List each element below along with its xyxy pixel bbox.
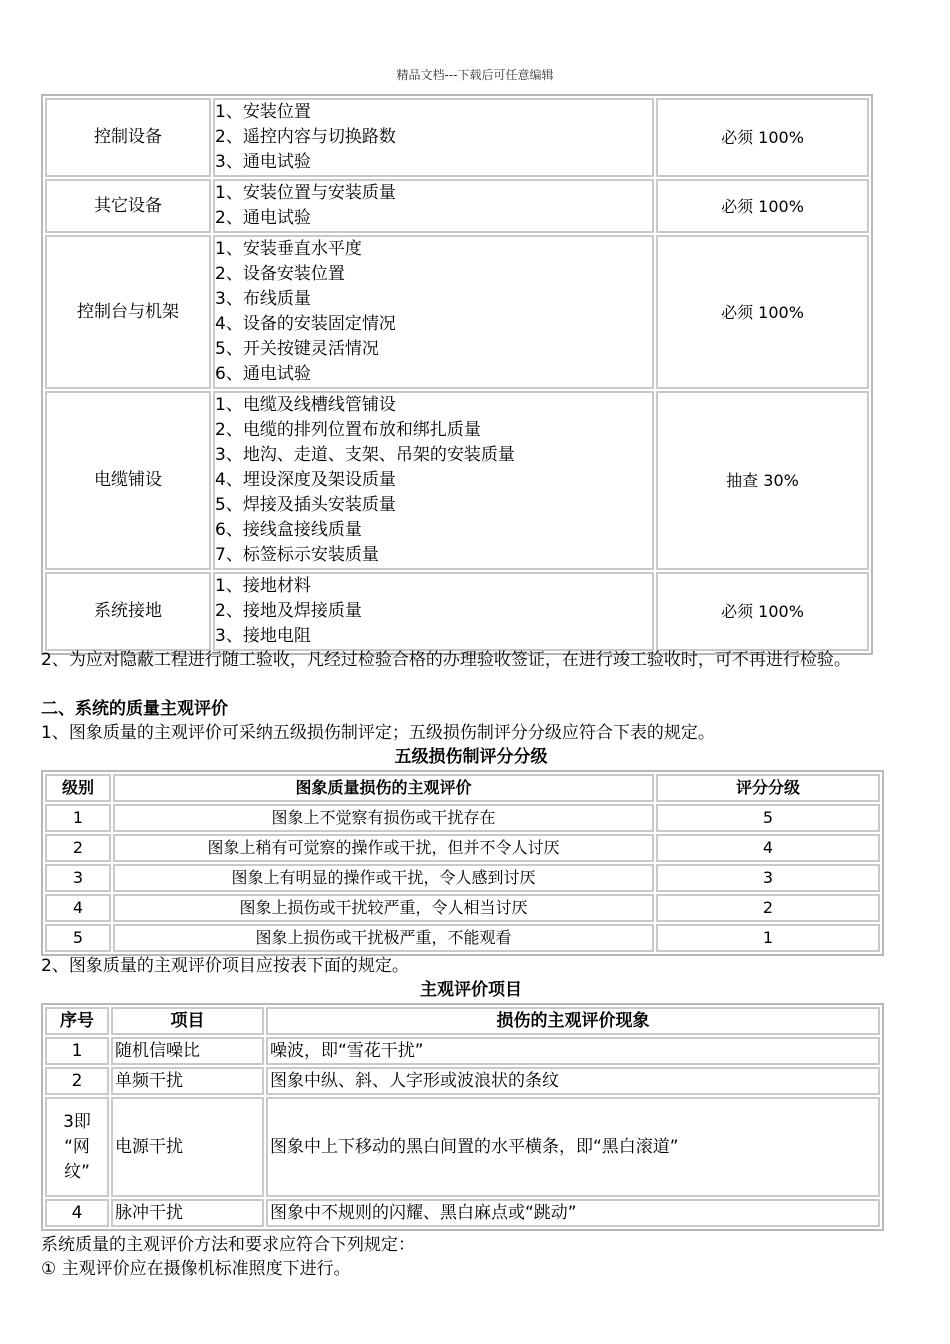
check-item: 6、通电试验: [215, 364, 311, 384]
device-name: 其它设备: [45, 179, 211, 233]
table-header-row: [45, 1007, 880, 1035]
phenomenon-cell: 图象中纵、斜、人字形或波浪状的条纹: [266, 1067, 880, 1095]
check-items: [213, 98, 654, 177]
check-items: [213, 572, 654, 651]
evaluation-cell: 图象上不觉察有损伤或干扰存在: [113, 804, 654, 832]
evaluation-cell: 图象上稍有可觉察的操作或干扰，但并不令人讨厌: [113, 834, 654, 862]
paragraph-five-grade: 1、图象质量的主观评价可采纳五级损伤制评定；五级损伤制评分分级应符合下表的规定。: [41, 723, 715, 743]
number-cell: 4: [45, 1199, 109, 1227]
table-row: [45, 924, 880, 952]
score-cell: 1: [656, 924, 880, 952]
device-name: 控制台与机架: [45, 235, 211, 389]
table-row: [45, 1067, 880, 1095]
check-item: 2、通电试验: [215, 208, 311, 228]
column-header: 评分分级: [656, 774, 880, 802]
section-title: 二、系统的质量主观评价: [41, 699, 228, 719]
level-cell: 1: [45, 804, 111, 832]
column-header: 项目: [111, 1007, 264, 1035]
table-row: [45, 894, 880, 922]
number-cell: 2: [45, 1067, 109, 1095]
check-item: 3、通电试验: [215, 152, 311, 172]
check-item: 2、接地及焊接质量: [215, 601, 362, 621]
table-row: [45, 235, 869, 389]
check-item: 5、焊接及插头安装质量: [215, 495, 396, 515]
table-row: [45, 864, 880, 892]
grading-table: [41, 770, 884, 956]
inspection-requirement: 必须 100%: [656, 572, 869, 651]
check-item: 3、布线质量: [215, 289, 311, 309]
check-items: [213, 235, 654, 389]
table-caption: 五级损伤制评分分级: [394, 747, 548, 767]
inspection-requirement: 必须 100%: [656, 98, 869, 177]
item-cell: 单频干扰: [111, 1067, 264, 1095]
check-item: 1、安装位置: [215, 102, 311, 122]
phenomenon-cell: 噪波，即“雪花干扰”: [266, 1037, 880, 1065]
evaluation-cell: 图象上有明显的操作或干扰，令人感到讨厌: [113, 864, 654, 892]
table-row: [45, 1199, 880, 1227]
check-item: 4、埋设深度及架设质量: [215, 470, 396, 490]
paragraph-rule-1: ① 主观评价应在摄像机标准照度下进行。: [41, 1259, 351, 1279]
evaluation-cell: 图象上损伤或干扰极严重，不能观看: [113, 924, 654, 952]
paragraph-method: 系统质量的主观评价方法和要求应符合下列规定：: [41, 1235, 415, 1255]
check-items: [213, 391, 654, 570]
table-caption: 主观评价项目: [420, 980, 522, 1000]
check-item: 3、地沟、走道、支架、吊架的安装质量: [215, 445, 515, 465]
inspection-requirement: 抽查 30%: [656, 391, 869, 570]
number-line: 纹”: [64, 1161, 90, 1182]
number-cell: 1: [45, 1037, 109, 1065]
check-item: 2、电缆的排列位置布放和绑扎质量: [215, 420, 481, 440]
column-header: 图象质量损伤的主观评价: [113, 774, 654, 802]
table-row: [45, 1037, 880, 1065]
column-header: 序号: [45, 1007, 109, 1035]
inspection-requirement: 必须 100%: [656, 235, 869, 389]
item-cell: 脉冲干扰: [111, 1199, 264, 1227]
phenomenon-cell: 图象中不规则的闪耀、黑白麻点或“跳动”: [266, 1199, 880, 1227]
inspection-table: [41, 94, 873, 655]
score-cell: 3: [656, 864, 880, 892]
table-row: [45, 572, 869, 651]
device-name: 系统接地: [45, 572, 211, 651]
check-item: 1、安装位置与安装质量: [215, 183, 396, 203]
table-row: [45, 834, 880, 862]
paragraph-hidden-works: 2、为应对隐蔽工程进行随工验收，凡经过检验合格的办理验收签证，在进行竣工验收时，可不再进行检验。: [41, 650, 851, 670]
level-cell: 3: [45, 864, 111, 892]
check-item: 6、接线盒接线质量: [215, 520, 362, 540]
check-item: 2、设备安装位置: [215, 264, 345, 284]
level-cell: 4: [45, 894, 111, 922]
column-header: 损伤的主观评价现象: [266, 1007, 880, 1035]
column-header: 级别: [45, 774, 111, 802]
check-items: [213, 179, 654, 233]
score-cell: 2: [656, 894, 880, 922]
table-row: [45, 98, 869, 177]
inspection-requirement: 必须 100%: [656, 179, 869, 233]
check-item: 3、接地电阻: [215, 626, 311, 646]
number-line: “网: [64, 1136, 90, 1157]
table-header-row: [45, 774, 880, 802]
check-item: 1、接地材料: [215, 576, 311, 596]
item-cell: 电源干扰: [111, 1097, 264, 1197]
table-row: [45, 1097, 880, 1197]
table-row: [45, 391, 869, 570]
table-row: [45, 804, 880, 832]
phenomenon-cell: 图象中上下移动的黑白间置的水平横条，即“黑白滚道”: [266, 1097, 880, 1197]
number-line: 3即: [63, 1111, 91, 1132]
score-cell: 5: [656, 804, 880, 832]
score-cell: 4: [656, 834, 880, 862]
paragraph-evaluation-items: 2、图象质量的主观评价项目应按表下面的规定。: [41, 956, 409, 976]
number-cell: [45, 1097, 109, 1197]
check-item: 1、安装垂直水平度: [215, 239, 362, 259]
level-cell: 2: [45, 834, 111, 862]
device-name: 电缆铺设: [45, 391, 211, 570]
check-item: 1、电缆及线槽线管铺设: [215, 395, 396, 415]
check-item: 2、遥控内容与切换路数: [215, 127, 396, 147]
check-item: 5、开关按键灵活情况: [215, 339, 379, 359]
check-item: 4、设备的安装固定情况: [215, 314, 396, 334]
check-item: 7、标签标示安装质量: [215, 545, 379, 565]
page-header: 精品文档---下载后可任意编辑: [396, 68, 554, 82]
level-cell: 5: [45, 924, 111, 952]
evaluation-cell: 图象上损伤或干扰较严重，令人相当讨厌: [113, 894, 654, 922]
evaluation-items-table: [41, 1003, 884, 1231]
device-name: 控制设备: [45, 98, 211, 177]
table-row: [45, 179, 869, 233]
item-cell: 随机信噪比: [111, 1037, 264, 1065]
